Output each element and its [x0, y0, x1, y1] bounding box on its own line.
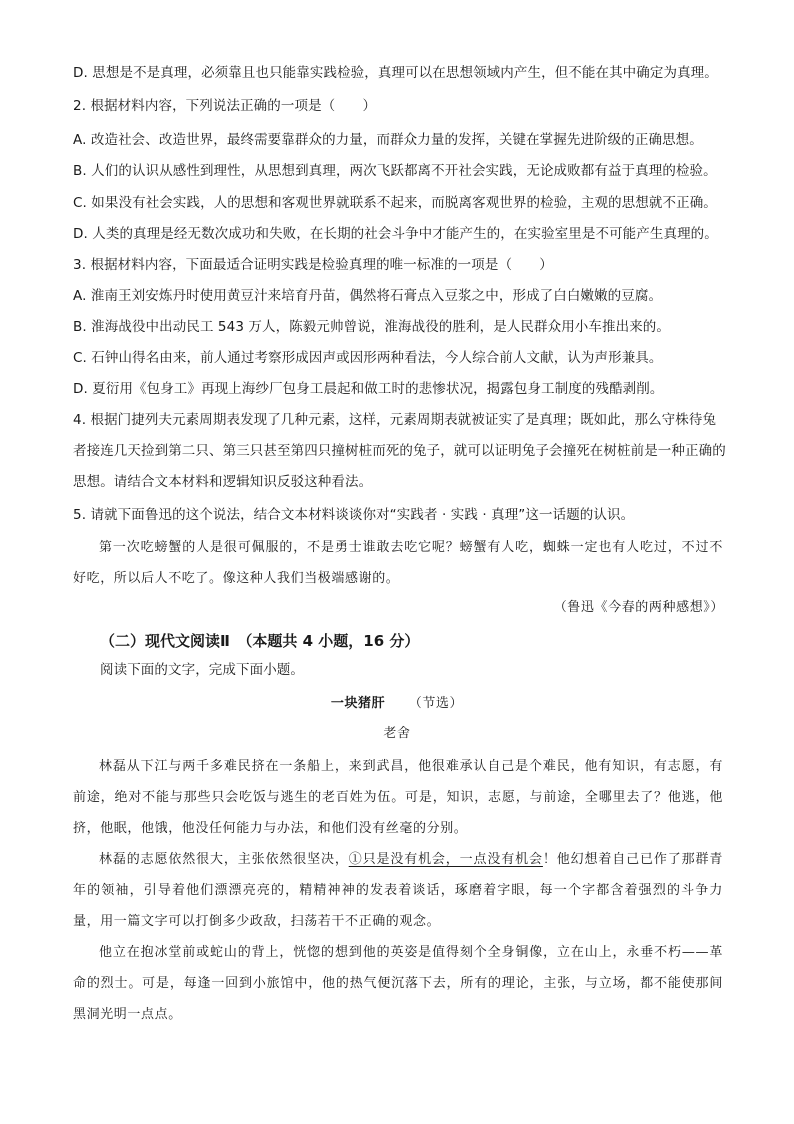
passage-title-row [0, 694, 794, 714]
q1-option-d: D. 思想是不是真理，必须靠且也只能靠实践检验，真理可以在思想领域内产生，但不能在其中确定为真理。 [73, 65, 718, 81]
q3-option-b: B. 淮海战役中出动民工 543 万人，陈毅元帅曾说，淮海战役的胜利，是人民群众用小车推出来的。 [73, 319, 670, 335]
passage-paragraph-2 [73, 844, 723, 937]
section2-instruction: 阅读下面的文字，完成下面小题。 [100, 662, 304, 678]
section2-heading: （二）现代文阅读Ⅱ （本题共 4 小题，16 分） [100, 632, 420, 650]
q2-option-a: A. 改造社会、改造世界，最终需要靠群众的力量，而群众力量的发挥，关键在掌握先进阶级的正确思想。 [73, 132, 703, 148]
passage-author: 老舍 [383, 726, 411, 741]
q3-option-a: A. 淮南王刘安炼丹时使用黄豆汁来培育丹苗，偶然将石膏点入豆浆之中，形成了白白嫩嫩的豆腐。 [73, 288, 663, 304]
passage-paragraph-2-start: 林磊的志愿依然很大，主张依然很坚决， [99, 852, 349, 867]
q3-option-d: D. 夏衍用《包身工》再现上海纱厂包身工晨起和做工时的悲惨状况，揭露包身工制度的残酷剥削。 [73, 381, 664, 397]
passage-title: 一块猪肝 [330, 696, 386, 711]
q5-quote: 第一次吃螃蟹的人是很可佩服的，不是勇士谁敢去吃它呢？螃蟹有人吃，蜘蛛一定也有人吃过，不过不好吃，所以后人不吃了。像这种人我们当极端感谢的。 [73, 540, 723, 586]
marked-sentence-1: ①只是没有机会，一点没有机会 [348, 852, 543, 867]
q2-option-c: C. 如果没有社会实践，人的思想和客观世界就联系不起来，而脱离客观世界的检验，主观的思想就不正确。 [73, 195, 717, 211]
q3-option-c: C. 石钟山得名由来，前人通过考察形成因声或因形两种看法，今人综合前人文献，认为声形兼具。 [73, 350, 663, 366]
q2-option-b: B. 人们的认识从感性到理性，从思想到真理，两次飞跃都离不开社会实践，无论成败都有益于真理的检验。 [73, 163, 717, 179]
q5-source: （鲁迅《今春的两种感想》） [553, 600, 724, 615]
passage-paragraph-1: 林磊从下江与两千多难民挤在一条船上，来到武昌，他很难承认自己是个难民，他有知识，有志愿，有前途，绝对不能与那些只会吃饭与逃生的老百姓为伍。可是，知识，志愿，与前途，全哪里去了？他逃，他挤，他眠，他饿，他没任何能力与办法，和他们没有丝毫的分别。 [73, 759, 723, 836]
q2-stem: 2. 根据材料内容，下列说法正确的一项是（ ） [73, 98, 377, 114]
q5-text: 5. 请就下面鲁迅的这个说法，结合文本材料谈谈你对“实践者 · 实践 · 真理”这一话题的认识。 [73, 507, 635, 523]
passage-paragraph-2-end: ！他幻想着自己已作了那群青年的领袖，引导着他们漂漂亮亮的，精精神神的发表着谈话，琢磨着字眼，每一个字都含着强烈的斗争力量，用一篇文字可以打倒多少政敌，扫荡若干不正确的观念。 [73, 852, 723, 929]
q3-stem: 3. 根据材料内容，下面最适合证明实践是检验真理的唯一标准的一项是（ ） [73, 257, 553, 273]
q2-option-d: D. 人类的真理是经无数次成功和失败，在长期的社会斗争中才能产生的，在实验室里是不可能产生真理的。 [73, 226, 718, 242]
passage-paragraph-3: 他立在抱冰堂前或蛇山的背上，恍惚的想到他的英姿是值得刻个全身铜像，立在山上，永垂不朽——革命的烈士。可是，每逢一回到小旅馆中，他的热气便沉落下去，所有的理论，主张，与立场，都不能使那间黑洞光明一点点。 [73, 945, 723, 1022]
q4-text: 4. 根据门捷列夫元素周期表发现了几种元素，这样，元素周期表就被证实了是真理；既如此，那么守株待兔者接连几天捡到第二只、第三只甚至第四只撞树桩而死的兔子，就可以证明兔子会撞死在树桩前是一种正确的思想。请结合文本材料和逻辑知识反驳这种看法。 [73, 412, 726, 490]
passage-title-note: （节选） [408, 696, 464, 711]
